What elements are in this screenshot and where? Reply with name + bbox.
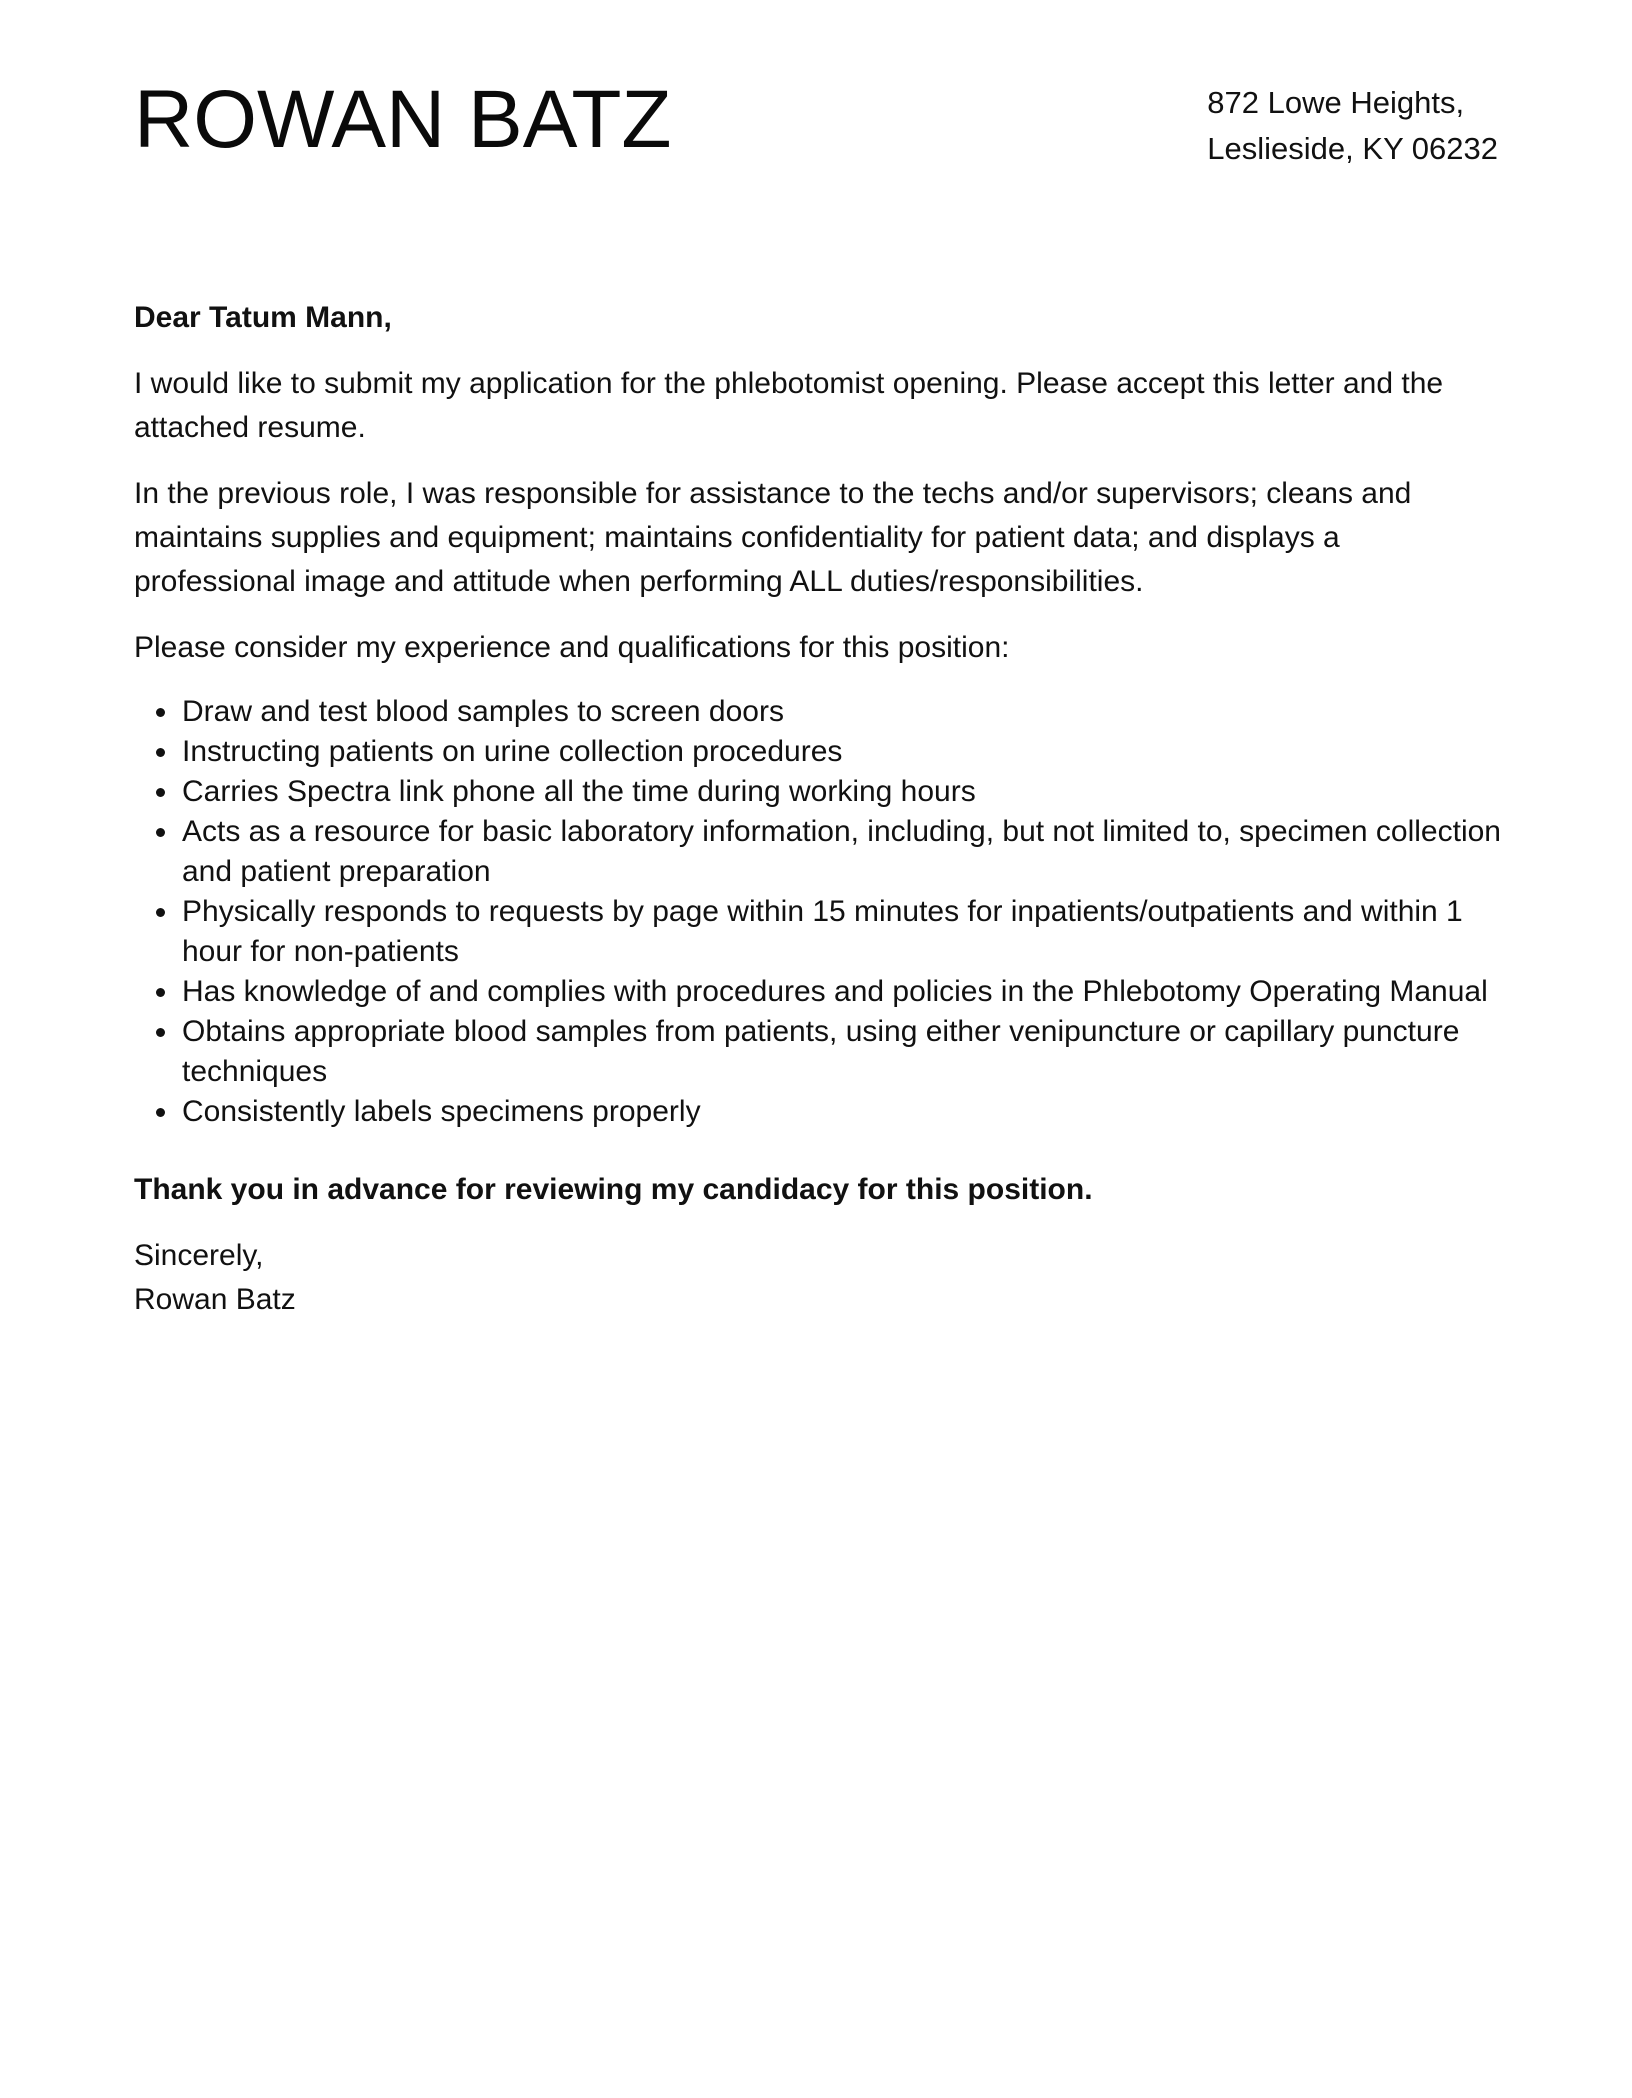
list-item-text: Instructing patients on urine collection procedures: [182, 735, 843, 768]
bullet-icon: [156, 908, 165, 917]
list-item-text: Acts as a resource for basic laboratory information, including, but not limited to, specimen collection and patient preparation: [182, 815, 1501, 888]
list-item-text: Physically responds to requests by page within 15 minutes for inpatients/outpatients and within 1 hour for non-patients: [182, 895, 1463, 968]
list-item-text: Consistently labels specimens properly: [182, 1095, 701, 1128]
bullet-icon: [156, 988, 165, 997]
bullet-icon: [156, 708, 165, 717]
signoff-block: [134, 1234, 1504, 1322]
signature-name: Rowan Batz: [134, 1283, 296, 1316]
list-item: [182, 1092, 1504, 1132]
list-item: [182, 692, 1504, 732]
list-item: [182, 1012, 1504, 1092]
list-item-text: Draw and test blood samples to screen doors: [182, 695, 784, 728]
applicant-address: [1207, 80, 1498, 172]
bullet-icon: [156, 1108, 165, 1117]
list-item: [182, 772, 1504, 812]
list-item: [182, 972, 1504, 1012]
letter-header: [134, 70, 1498, 210]
intro-paragraph: I would like to submit my application for the phlebotomist opening. Please accept this letter and the attached resume.: [134, 367, 1444, 444]
address-line-2: Leslieside, KY 06232: [1207, 131, 1498, 166]
applicant-name: ROWAN BATZ: [134, 74, 672, 165]
qualifications-list: [134, 692, 1504, 1132]
qualifications-intro: Please consider my experience and qualifications for this position:: [134, 631, 1010, 664]
address-line-1: 872 Lowe Heights,: [1207, 85, 1465, 120]
list-item-text: Carries Spectra link phone all the time during working hours: [182, 775, 976, 808]
signoff: Sincerely,: [134, 1239, 264, 1272]
salutation: Dear Tatum Mann,: [134, 301, 392, 334]
list-item: [182, 812, 1504, 892]
letter-body: [134, 296, 1504, 1322]
list-item: [182, 732, 1504, 772]
experience-paragraph: In the previous role, I was responsible for assistance to the techs and/or supervisors; cleans and maintains supplies and equipment; maintains confidentiality for patient data; and displays a professional image and attitude when performing ALL duties/responsibilities.: [134, 477, 1412, 598]
bullet-icon: [156, 1028, 165, 1037]
list-item-text: Has knowledge of and complies with procedures and policies in the Phlebotomy Operating Manual: [182, 975, 1488, 1008]
bullet-icon: [156, 828, 165, 837]
bullet-icon: [156, 748, 165, 757]
closing-statement: Thank you in advance for reviewing my candidacy for this position.: [134, 1173, 1093, 1206]
list-item-text: Obtains appropriate blood samples from patients, using either venipuncture or capillary puncture techniques: [182, 1015, 1460, 1088]
bullet-icon: [156, 788, 165, 797]
list-item: [182, 892, 1504, 972]
